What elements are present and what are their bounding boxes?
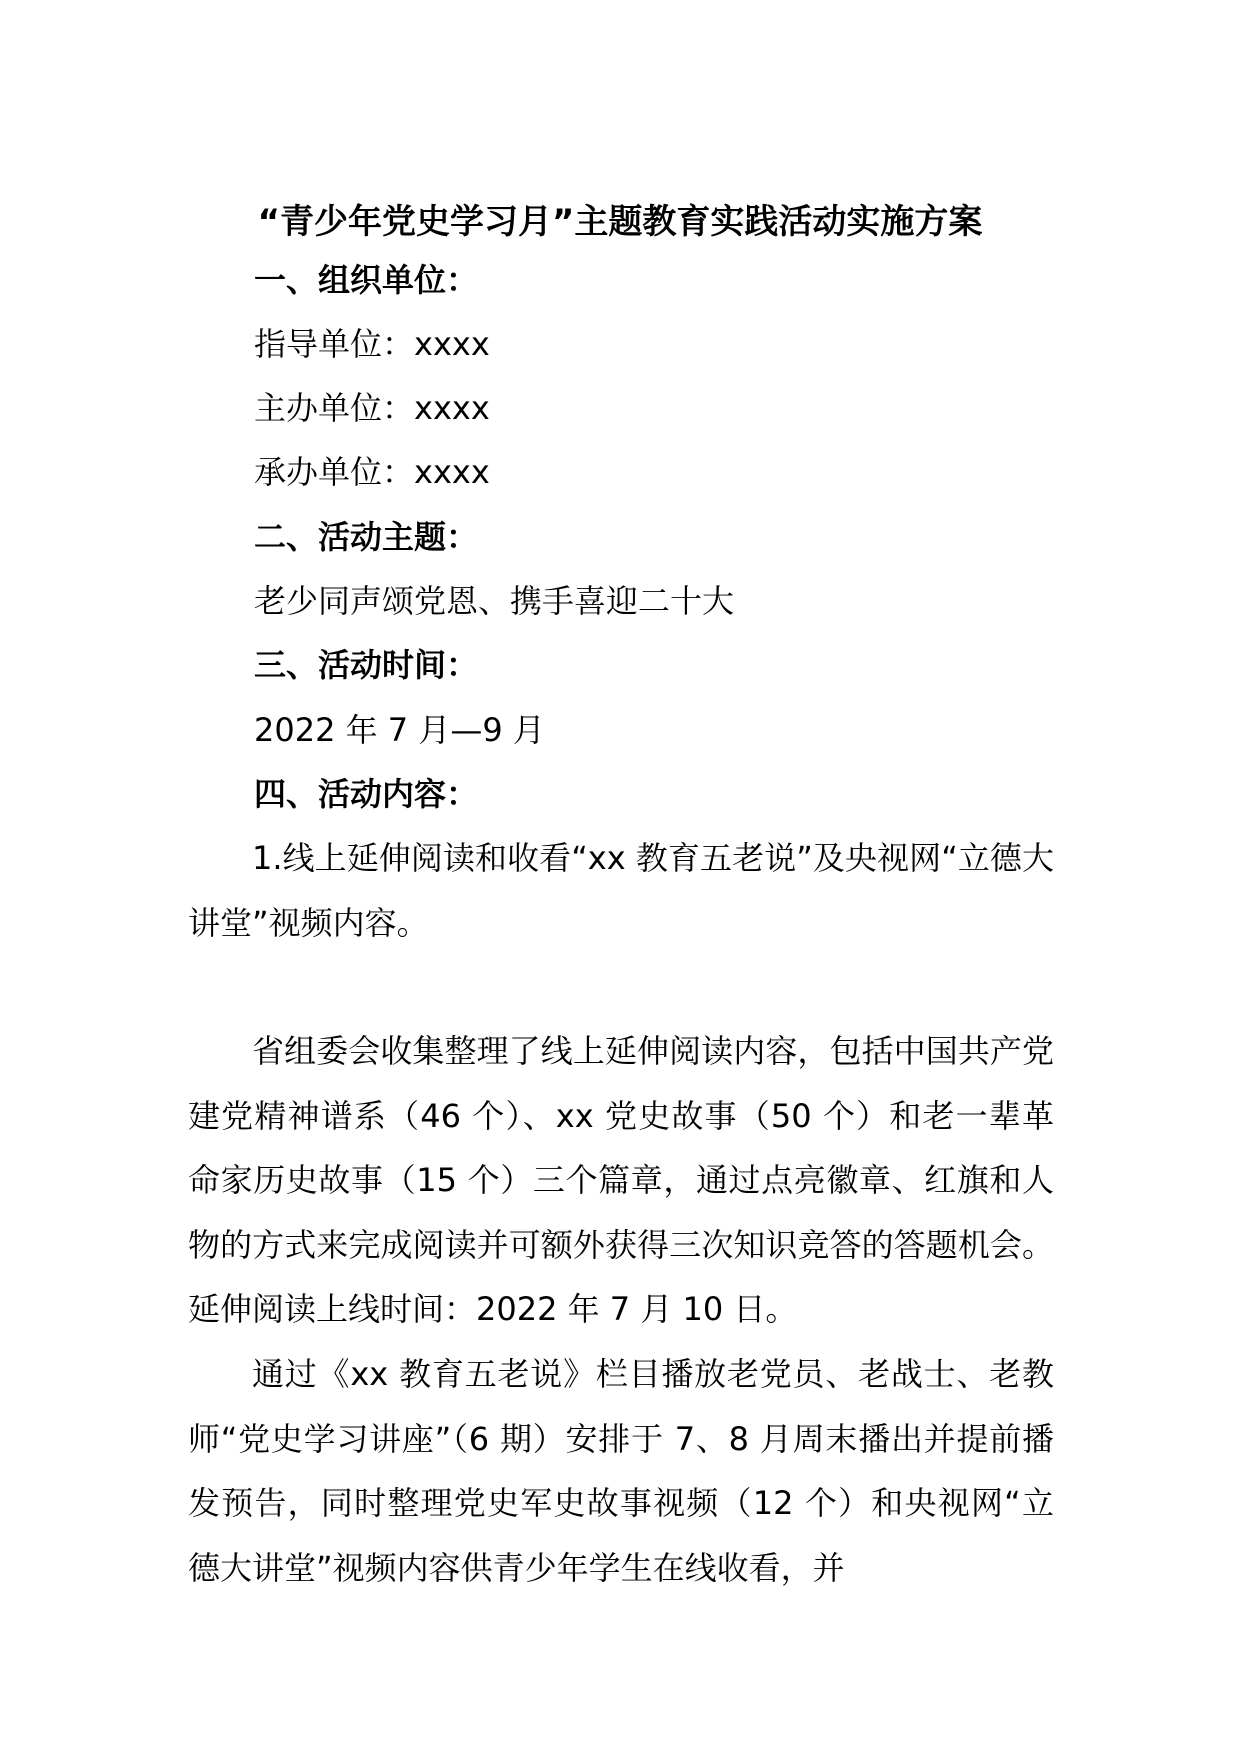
content-item-1: 1.线上延伸阅读和收看“xx 教育五老说”及央视网“立德大讲堂”视频内容。 (188, 839, 1054, 942)
guide-unit-line: 指导单位：xxxx (254, 325, 490, 363)
section-heading-organizers: 一、组织单位： (254, 261, 479, 299)
section-heading-theme: 二、活动主题： (254, 518, 479, 556)
document-title: “青少年党史学习月”主题教育实践活动实施方案 (257, 202, 983, 242)
activity-time-line: 2022 年 7 月—9 月 (254, 711, 545, 749)
host-unit-line: 主办单位：xxxx (254, 389, 490, 427)
content-paragraph-videos: 通过《xx 教育五老说》栏目播放老党员、老战士、老教师“党史学习讲座”（6 期）安排于 7、8 月周末播出并提前播发预告，同时整理党史军史故事视频（12 个）和央视网“立德大讲堂”视频内容供青少年学生在线收看，并 (188, 1355, 1054, 1587)
organizer-unit-line: 承办单位：xxxx (254, 453, 490, 491)
activity-theme-line: 老少同声颂党恩、携手喜迎二十大 (254, 582, 735, 620)
content-paragraph-reading: 省组委会收集整理了线上延伸阅读内容，包括中国共产党建党精神谱系（46 个）、xx 党史故事（50 个）和老一辈革命家历史故事（15 个）三个篇章，通过点亮徽章、红旗和人物的方式来完成阅读并可额外获得三次知识竞答的答题机会。延伸阅读上线时间：2022 年 7 月 10 日。 (188, 1032, 1054, 1328)
section-heading-time: 三、活动时间： (254, 646, 479, 684)
section-heading-content: 四、活动内容： (254, 775, 479, 813)
